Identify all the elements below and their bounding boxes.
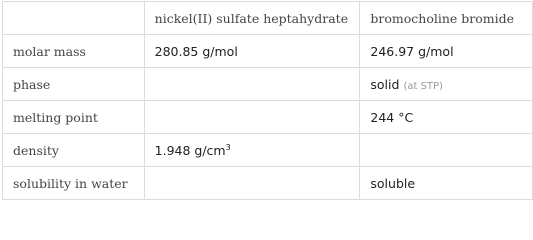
cell-bromocholine-molar-mass: 246.97 g/mol	[360, 35, 533, 68]
phase-condition-note: (at STP)	[403, 80, 443, 92]
table-row-molar-mass	[3, 35, 533, 68]
row-label: melting point	[3, 101, 145, 134]
table-header-row	[3, 2, 533, 35]
cell-nickel-molar-mass: 280.85 g/mol	[144, 35, 360, 68]
row-label: solubility in water	[3, 167, 145, 200]
cell-bromocholine-melting-point: 244 °C	[360, 101, 533, 134]
header-bromocholine-bromide: bromocholine bromide	[360, 2, 533, 35]
row-label: density	[3, 134, 145, 167]
cell-nickel-solubility	[144, 167, 360, 200]
density-value: 1.948 g/cm	[154, 142, 226, 158]
row-label: molar mass	[3, 35, 145, 68]
cell-nickel-melting-point	[144, 101, 360, 134]
cell-nickel-density	[144, 134, 360, 167]
cell-bromocholine-phase	[360, 68, 533, 101]
density-unit-exponent: 3	[225, 142, 231, 152]
cell-bromocholine-solubility: soluble	[360, 167, 533, 200]
table-row-solubility	[3, 167, 533, 200]
cell-bromocholine-density	[360, 134, 533, 167]
cell-nickel-phase	[144, 68, 360, 101]
header-nickel-sulfate: nickel(II) sulfate heptahydrate	[144, 2, 360, 35]
table-row-phase	[3, 68, 533, 101]
table-row-density	[3, 134, 533, 167]
table-row-melting-point	[3, 101, 533, 134]
header-corner-cell	[3, 2, 145, 35]
row-label: phase	[3, 68, 145, 101]
phase-value: solid	[370, 76, 400, 92]
comparison-table	[2, 1, 533, 200]
